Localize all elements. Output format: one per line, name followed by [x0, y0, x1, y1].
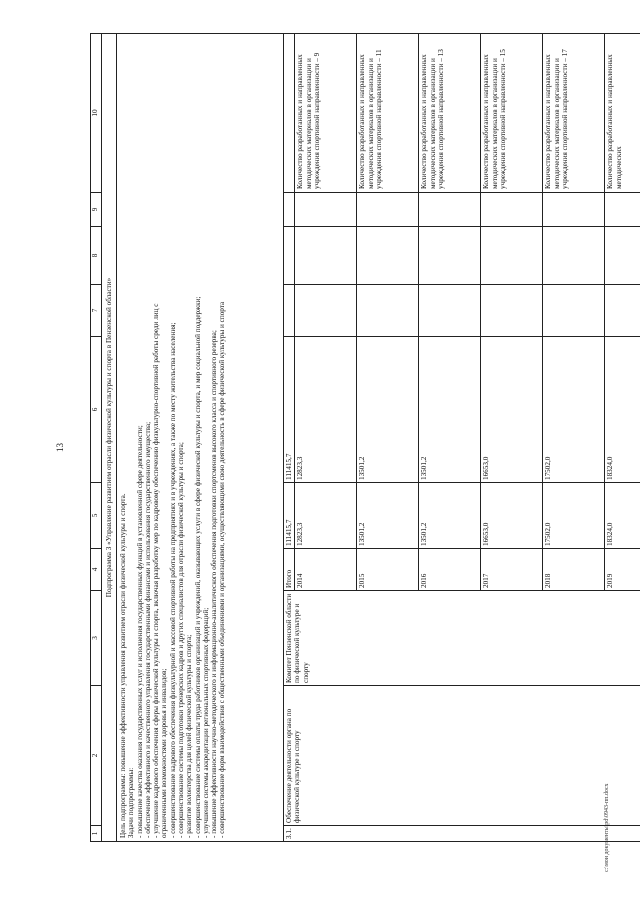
column-number: 2	[91, 686, 102, 826]
year-col5: 16653,0	[481, 483, 543, 549]
indicator: Количество разработанных и направленных методических материалов в организации и учреждения спортивной направленности – 11	[357, 34, 419, 193]
year-col5: 17502,0	[543, 483, 605, 549]
row-number: 3.1.	[284, 826, 640, 842]
indicator: Количество разработанных и направленных методических	[605, 34, 640, 193]
year-col6: 12823,3	[295, 337, 357, 483]
year-col6: 17502,0	[543, 337, 605, 483]
activity-name: Обеспечение деятельности органа по физической культуре и спорту	[284, 686, 640, 826]
year-col6: 18324,0	[605, 337, 640, 483]
column-number-row	[91, 34, 102, 842]
year-col5: 13501,2	[357, 483, 419, 549]
year: 2015	[357, 549, 419, 591]
year-col5: 18324,0	[605, 483, 640, 549]
goal-line: - совершенствование форм взаимодействия с общественными объединениями и организациями, осуществляющими свою деятельность в сфере физической культуры и спорта	[218, 301, 227, 838]
column-number: 6	[91, 337, 102, 483]
goal-line: - развитие волонтерства для целей физической культуры и спорта;	[185, 634, 194, 838]
goal-line: - улучшение системы аккредитации региональных спортивных федераций;	[201, 607, 210, 838]
indicator: Количество разработанных и направленных методических материалов в организации и учреждения спортивной направленности – 13	[419, 34, 481, 193]
goal-line: - улучшение кадрового обеспечения сферы физической культуры и спорта, включая разработку мер по кадровому обеспечению физкультурно-спортивной работы среди лиц с	[152, 303, 161, 838]
year: 2018	[543, 549, 605, 591]
year-col5: 12823,3	[295, 483, 357, 549]
year-col6: 13501,2	[419, 337, 481, 483]
total-label: Итого	[284, 549, 295, 591]
column-number: 7	[91, 285, 102, 337]
goal-line: Цель подпрограммы: повышение эффективности управления развитием отрасли физической культуры и спорта.	[119, 493, 127, 838]
column-number: 10	[91, 34, 102, 193]
year-col6: 16653,0	[481, 337, 543, 483]
year: 2014	[295, 549, 357, 591]
column-number: 9	[91, 193, 102, 227]
year: 2019	[605, 549, 640, 591]
total-row	[284, 34, 295, 842]
goal-line: - совершенствование системы оплаты труда работников организаций и учреждений, оказывающих услуги в сфере физической культуры и спорта, и мер социальной поддержки;	[193, 296, 202, 838]
program-table	[90, 33, 640, 842]
executor: Комитет Пензенской области по физической культуре и спорту	[284, 591, 640, 686]
goal-line: ограниченными возможностями здоровья и инвалидов;	[160, 668, 169, 838]
column-number: 8	[91, 227, 102, 285]
column-number: 1	[91, 826, 102, 842]
rotated-table-sheet	[90, 34, 623, 842]
goal-line: - повышение качества оказания государственных услуг и исполнения государственных функций в установленной сфере деятельности;	[135, 425, 144, 838]
indicator: Количество разработанных и направленных методических материалов в организации и учреждения спортивной направленности – 9	[295, 34, 357, 193]
subprogram-title: Подпрограмма 3 «Управление развитием отрасли физической культуры и спорта в Пензенской области»	[102, 34, 117, 842]
year: 2017	[481, 549, 543, 591]
total-col5: 111415,7	[284, 483, 295, 549]
goal-line: - повышение эффективности научно-методического и информационно-аналитического обеспечения подготовки спортсменов высокого класса и спортивного резерва;	[210, 330, 219, 838]
column-number: 3	[91, 591, 102, 686]
goals-block	[117, 34, 284, 842]
indicator: Количество разработанных и направленных методических материалов в организации и учреждения спортивной направленности – 15	[481, 34, 543, 193]
goal-line: Задачи подпрограммы:	[127, 767, 136, 838]
year: 2016	[419, 549, 481, 591]
year-col6: 13501,2	[357, 337, 419, 483]
goal-line: - совершенствование кадрового обеспечения физкультурной и массовой спортивной работы на предприятиях и в учреждениях, а также по месту жительства населения;	[168, 322, 177, 838]
indicator: Количество разработанных и направленных методических материалов в организации и учреждения спортивной направленности – 17	[543, 34, 605, 193]
goal-line: - обеспечение эффективного и качественного управления государственными финансами и использования государственного имущества;	[143, 421, 152, 838]
column-number: 5	[91, 483, 102, 549]
total-col6: 111415,7	[284, 337, 295, 483]
year-col5: 13501,2	[419, 483, 481, 549]
column-number: 4	[91, 549, 102, 591]
goal-line: - совершенствование системы подготовки тренерских кадров и других специалистов для отрасли физической культуры и спорта;	[176, 442, 185, 838]
